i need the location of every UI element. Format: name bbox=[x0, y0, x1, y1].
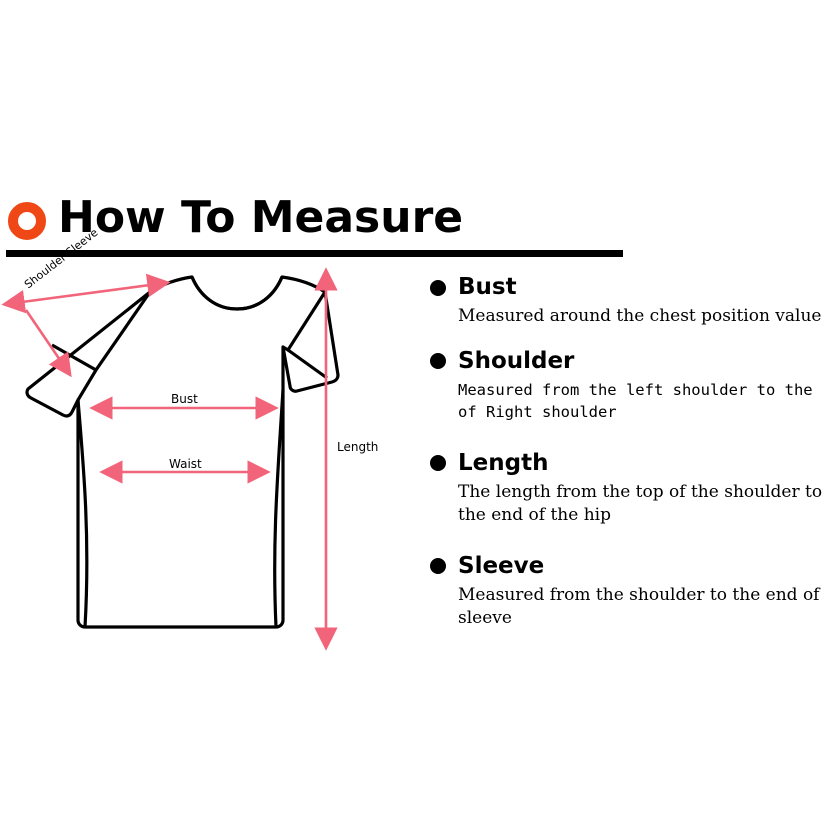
sleeve-arrow bbox=[26, 310, 60, 360]
shoulder-sleeve-arrow bbox=[22, 285, 150, 302]
bullet-dot-icon bbox=[430, 280, 446, 296]
page-title: How To Measure bbox=[58, 192, 464, 243]
header bbox=[0, 192, 833, 266]
item-title-sleeve: Sleeve bbox=[458, 552, 545, 579]
item-title-shoulder: Shoulder bbox=[458, 347, 575, 374]
item-desc-length: The length from the top of the shoulder to the end of the hip bbox=[458, 481, 823, 525]
measurement-list bbox=[430, 276, 830, 644]
item-title-length: Length bbox=[458, 449, 549, 476]
label-shoulder-sleeve: Shoulder Sleeve bbox=[22, 225, 101, 292]
bullet-dot-icon bbox=[430, 455, 446, 471]
list-item-sleeve bbox=[430, 552, 830, 630]
tshirt-outline bbox=[27, 277, 338, 627]
header-divider bbox=[6, 250, 623, 257]
label-length: Length bbox=[337, 440, 379, 454]
item-desc-sleeve: Measured from the shoulder to the end of sleeve bbox=[458, 584, 820, 628]
list-item-length bbox=[430, 449, 830, 527]
item-desc-bust: Measured around the chest position value bbox=[458, 306, 822, 326]
bullet-dot-icon bbox=[430, 558, 446, 574]
item-desc-shoulder: Measured from the left shoulder to the of Right shoulder bbox=[458, 380, 813, 422]
list-item-bust bbox=[430, 276, 830, 328]
label-bust: Bust bbox=[171, 392, 198, 406]
orange-ring-icon bbox=[8, 202, 46, 240]
item-title-bust: Bust bbox=[458, 274, 517, 300]
bullet-dot-icon bbox=[430, 353, 446, 369]
label-waist: Waist bbox=[169, 457, 202, 471]
list-item-shoulder bbox=[430, 347, 830, 424]
